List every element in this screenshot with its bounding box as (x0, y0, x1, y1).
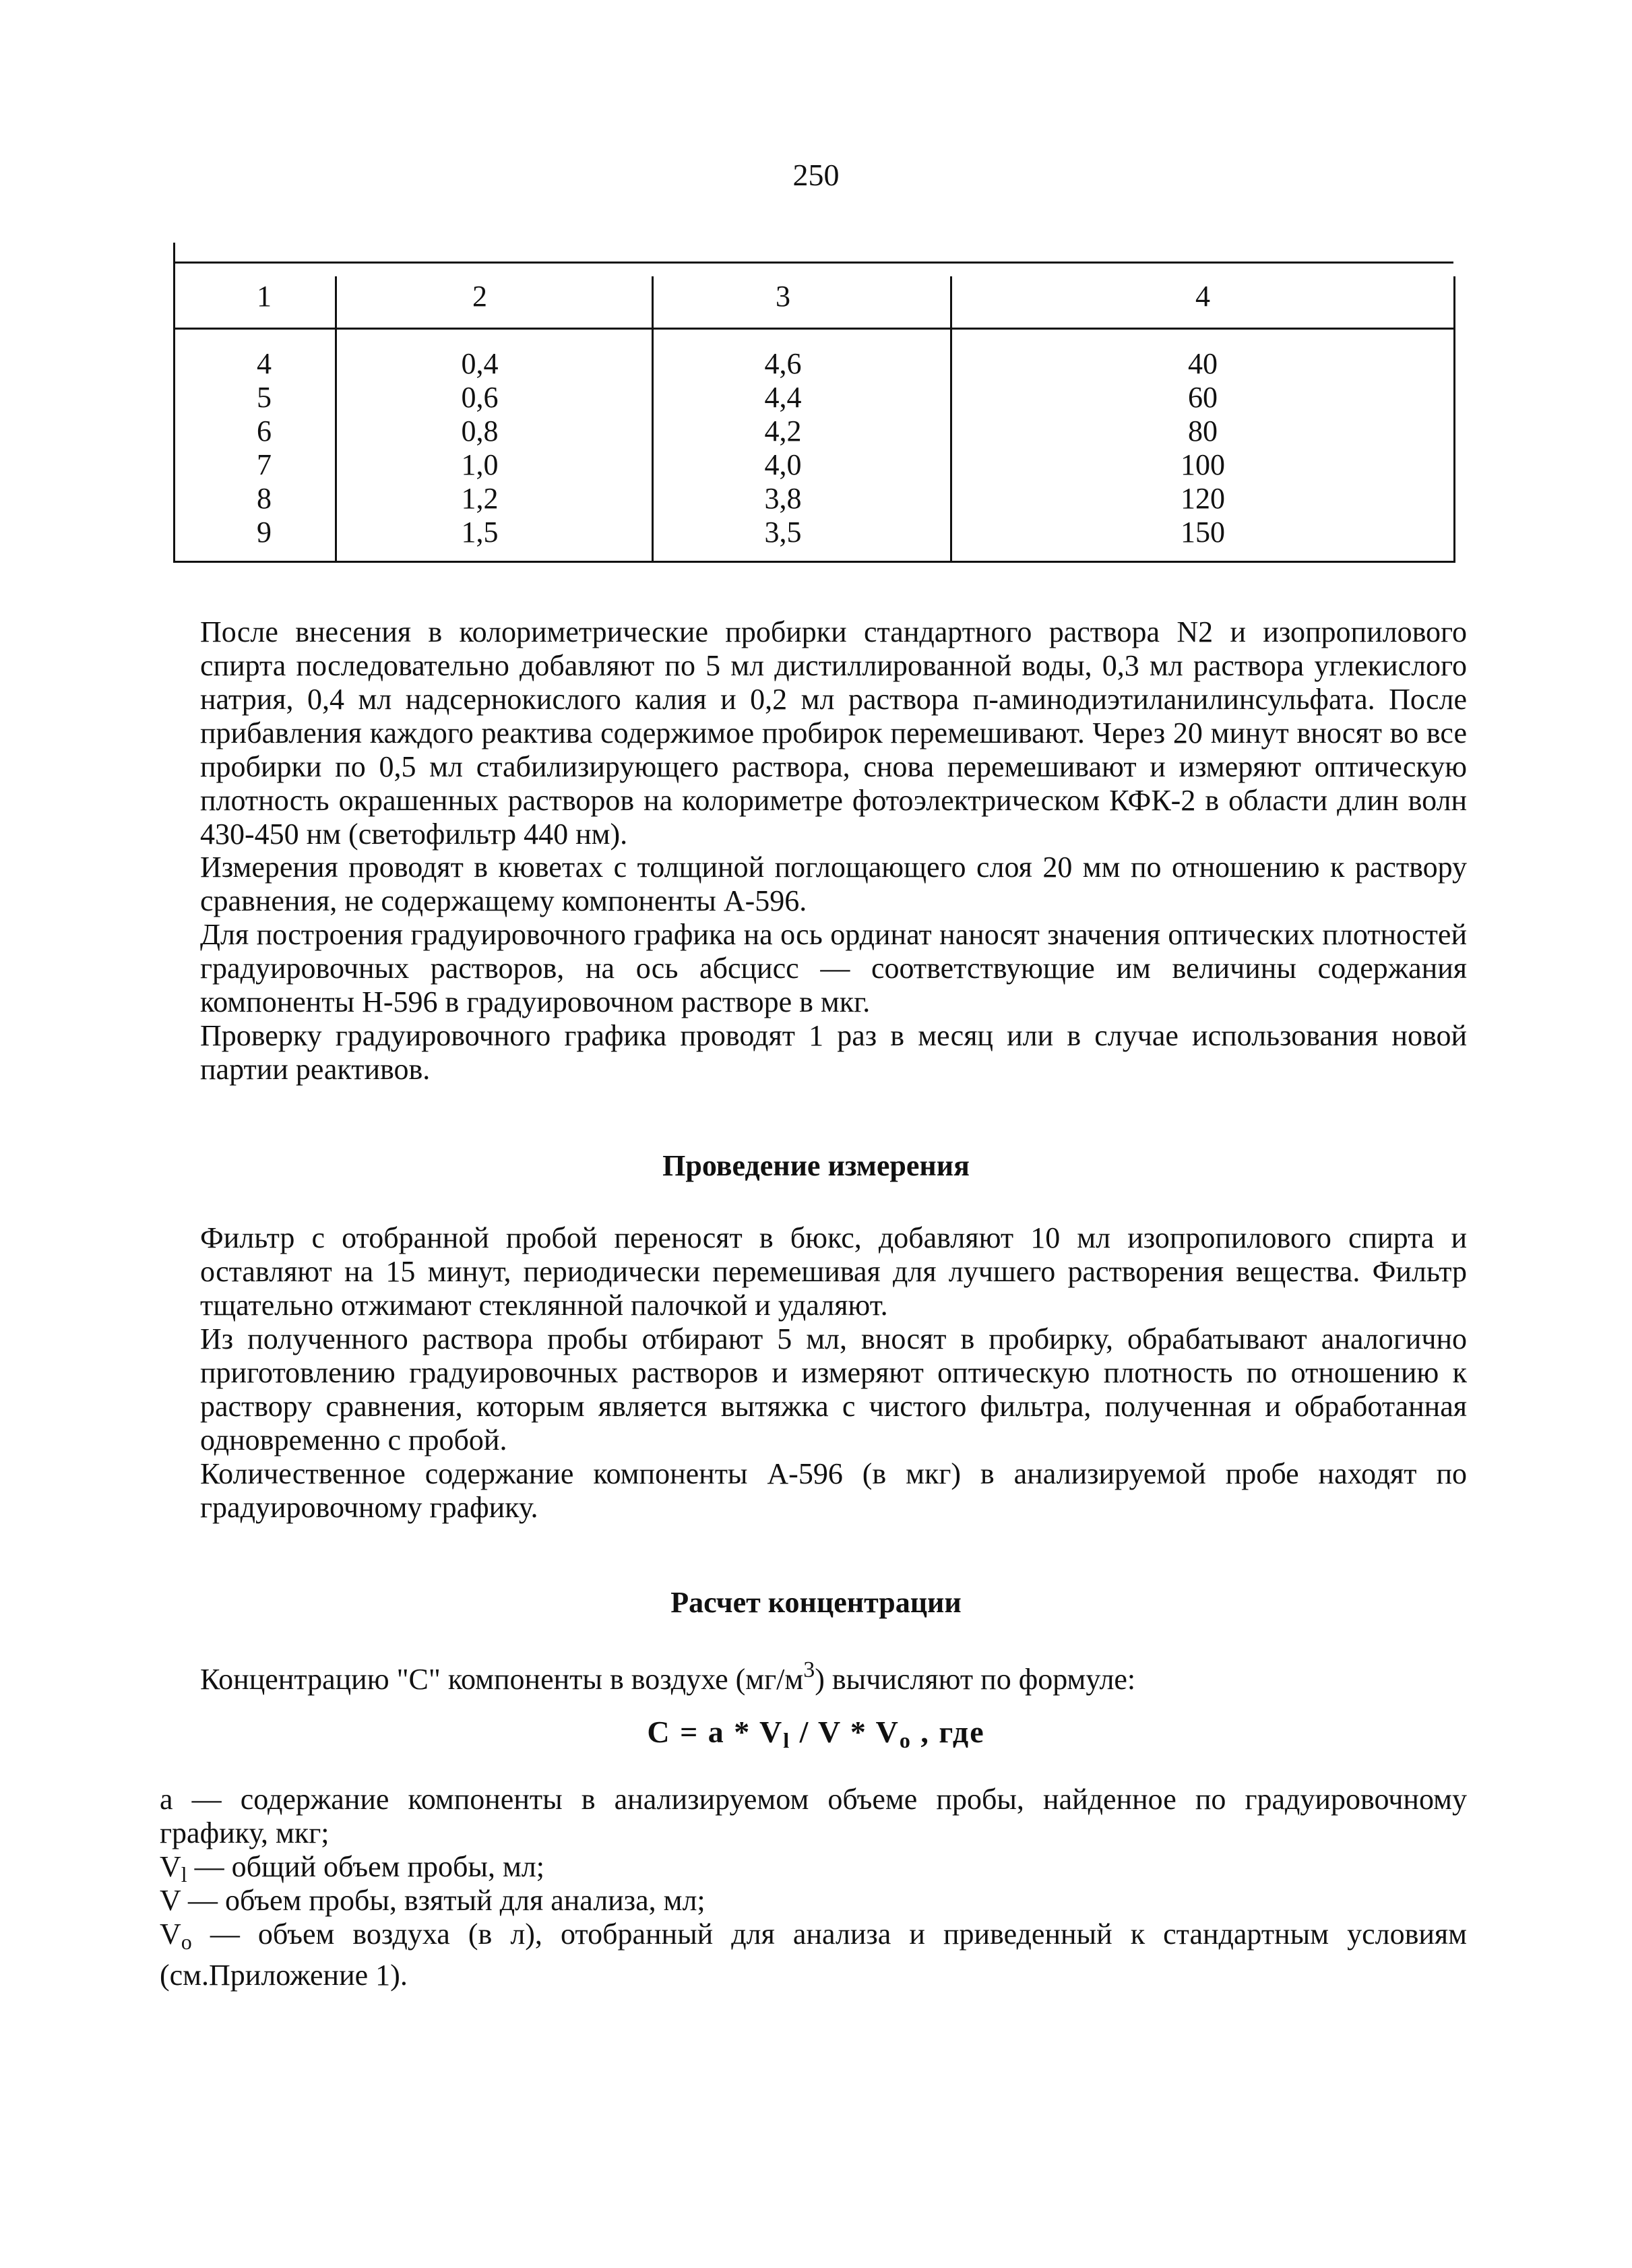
table-right-border (1453, 276, 1455, 563)
table-header-rule (173, 328, 1453, 330)
formula-part: / V * V (790, 1715, 900, 1749)
paragraph-text: Количественное содержание компоненты А-596 (в мкг) в анализируемой пробе находят по градуировочному графику. (200, 1457, 1467, 1524)
table-cell: 0,4 (461, 347, 499, 380)
section-heading: Расчет концентрации (670, 1586, 962, 1619)
table-cell: 120 (1181, 482, 1225, 515)
formula (0, 1712, 1632, 1760)
paragraph-text: Для построения градуировочного графика на ось ординат наносят значения оптических плотностей градуировочных растворов, на ось абсцисс — соответствующие им величины содержания компоненты Н-596 в градуировочном растворе в мкг. (200, 918, 1467, 1018)
table-cell: 3,5 (764, 516, 802, 549)
table-cell: 4,4 (764, 381, 802, 414)
definition-text: — объем воздуха (в л), отобранный для анализа и приведенный к стандартным условиям (см.Приложение 1). (160, 1918, 1467, 1992)
superscript: 3 (803, 1657, 815, 1682)
formula-subscript: l (783, 1728, 791, 1752)
intro-text: Концентрацию "С" компоненты в воздухе (мг/м (200, 1663, 804, 1696)
paragraph-text: Проверку градуировочного графика проводят 1 раз в месяц или в случае использования новой партии реактивов. (200, 1019, 1467, 1086)
table-top-rule (173, 262, 1453, 264)
table-cell: 4,0 (764, 448, 802, 481)
paragraph-text: После внесения в колориметрические пробирки стандартного раствора N2 и изопропилового спирта последовательно добавляют по 5 мл дистиллированной воды, 0,3 мл раствора углекислого натрия, 0,4 мл надсернокислого калия и 0,2 мл раствора п-аминодиэтиланилинсульфата. После прибавления каждого реактива содержимое пробирок перемешивают. Через 20 минут вносят во все пробирки по 0,5 мл стабилизирующего раствора, снова перемешивают и измеряют оптическую плотность окрашенных растворов на колориметре фотоэлектрическом КФК-2 в области длин волн 430-450 нм (светофильтр 440 нм). (200, 615, 1467, 851)
table-col-divider (950, 276, 952, 563)
table-cell: 8 (257, 482, 272, 515)
definition (160, 1884, 1467, 1918)
table-cell: 60 (1188, 381, 1218, 414)
paragraph (200, 1457, 1467, 1525)
paragraph (200, 1221, 1467, 1322)
definition-symbol: V (160, 1850, 181, 1883)
paragraph (200, 918, 1467, 1019)
table-cell: 7 (257, 448, 272, 481)
table-cell: 100 (1181, 448, 1225, 481)
paragraph-text: Из полученного раствора пробы отбирают 5 мл, вносят в пробирку, обрабатывают аналогично приготовлению градуировочных растворов и измеряют оптическую плотность по отношению к раствору сравнения, которым является вытяжка с чистого фильтра, полученная и обработанная одновременно с пробой. (200, 1322, 1467, 1457)
definition-symbol: V (160, 1918, 181, 1951)
formula-part: С = a * V (647, 1715, 784, 1749)
paragraph (200, 851, 1467, 918)
definition-subscript: l (181, 1862, 187, 1887)
definition-text: — содержание компоненты в анализируемом объеме пробы, найденное по градуировочному графику, мкг; (160, 1783, 1467, 1849)
table-cell: 150 (1181, 516, 1225, 549)
table-cell: 3,8 (764, 482, 802, 515)
table-cell: 4,2 (764, 415, 802, 448)
formula-part: , где (911, 1715, 985, 1749)
table-cell: 6 (257, 415, 272, 448)
table-bottom-rule (173, 561, 1453, 563)
table-cell: 1,0 (461, 448, 499, 481)
formula-subscript: o (899, 1728, 912, 1752)
paragraph (200, 615, 1467, 851)
table-header-cell: 2 (472, 280, 487, 313)
table-header-cell: 4 (1195, 280, 1210, 313)
table-cell: 1,5 (461, 516, 499, 549)
table-cell: 40 (1188, 347, 1218, 380)
table-header-cell: 3 (776, 280, 790, 313)
definition (160, 1783, 1467, 1850)
page-number: 250 (792, 158, 840, 192)
table-cell: 1,2 (461, 482, 499, 515)
intro-text: ) вычисляют по формуле: (815, 1663, 1136, 1696)
table-cell: 9 (257, 516, 272, 549)
table-cell: 0,6 (461, 381, 499, 414)
table-cell: 0,8 (461, 415, 499, 448)
formula-intro (200, 1651, 1467, 1698)
definition-subscript: o (181, 1930, 192, 1954)
section-heading: Проведение измерения (662, 1149, 970, 1182)
table-cell: 4 (257, 347, 272, 380)
paragraph (200, 1019, 1467, 1086)
definition-text: — общий объем пробы, мл; (187, 1850, 544, 1883)
table-cell: 80 (1188, 415, 1218, 448)
definition (160, 1918, 1467, 1992)
definition-symbol: V (160, 1884, 181, 1917)
paragraph-text: Фильтр с отобранной пробой переносят в бюкс, добавляют 10 мл изопропилового спирта и оставляют на 15 минут, периодически перемешивая для лучшего растворения вещества. Фильтр тщательно отжимают стеклянной палочкой и удаляют. (200, 1221, 1467, 1322)
data-table (0, 0, 1632, 607)
paragraph (200, 1322, 1467, 1457)
paragraph-text: Измерения проводят в кюветах с толщиной поглощающего слоя 20 мм по отношению к раствору сравнения, не содержащему компоненты А-596. (200, 851, 1467, 917)
table-cell: 4,6 (764, 347, 802, 380)
definition-text: — объем пробы, взятый для анализа, мл; (180, 1884, 705, 1917)
definition-symbol: a (160, 1783, 173, 1816)
table-header-cell: 1 (257, 280, 272, 313)
table-cell: 5 (257, 381, 272, 414)
